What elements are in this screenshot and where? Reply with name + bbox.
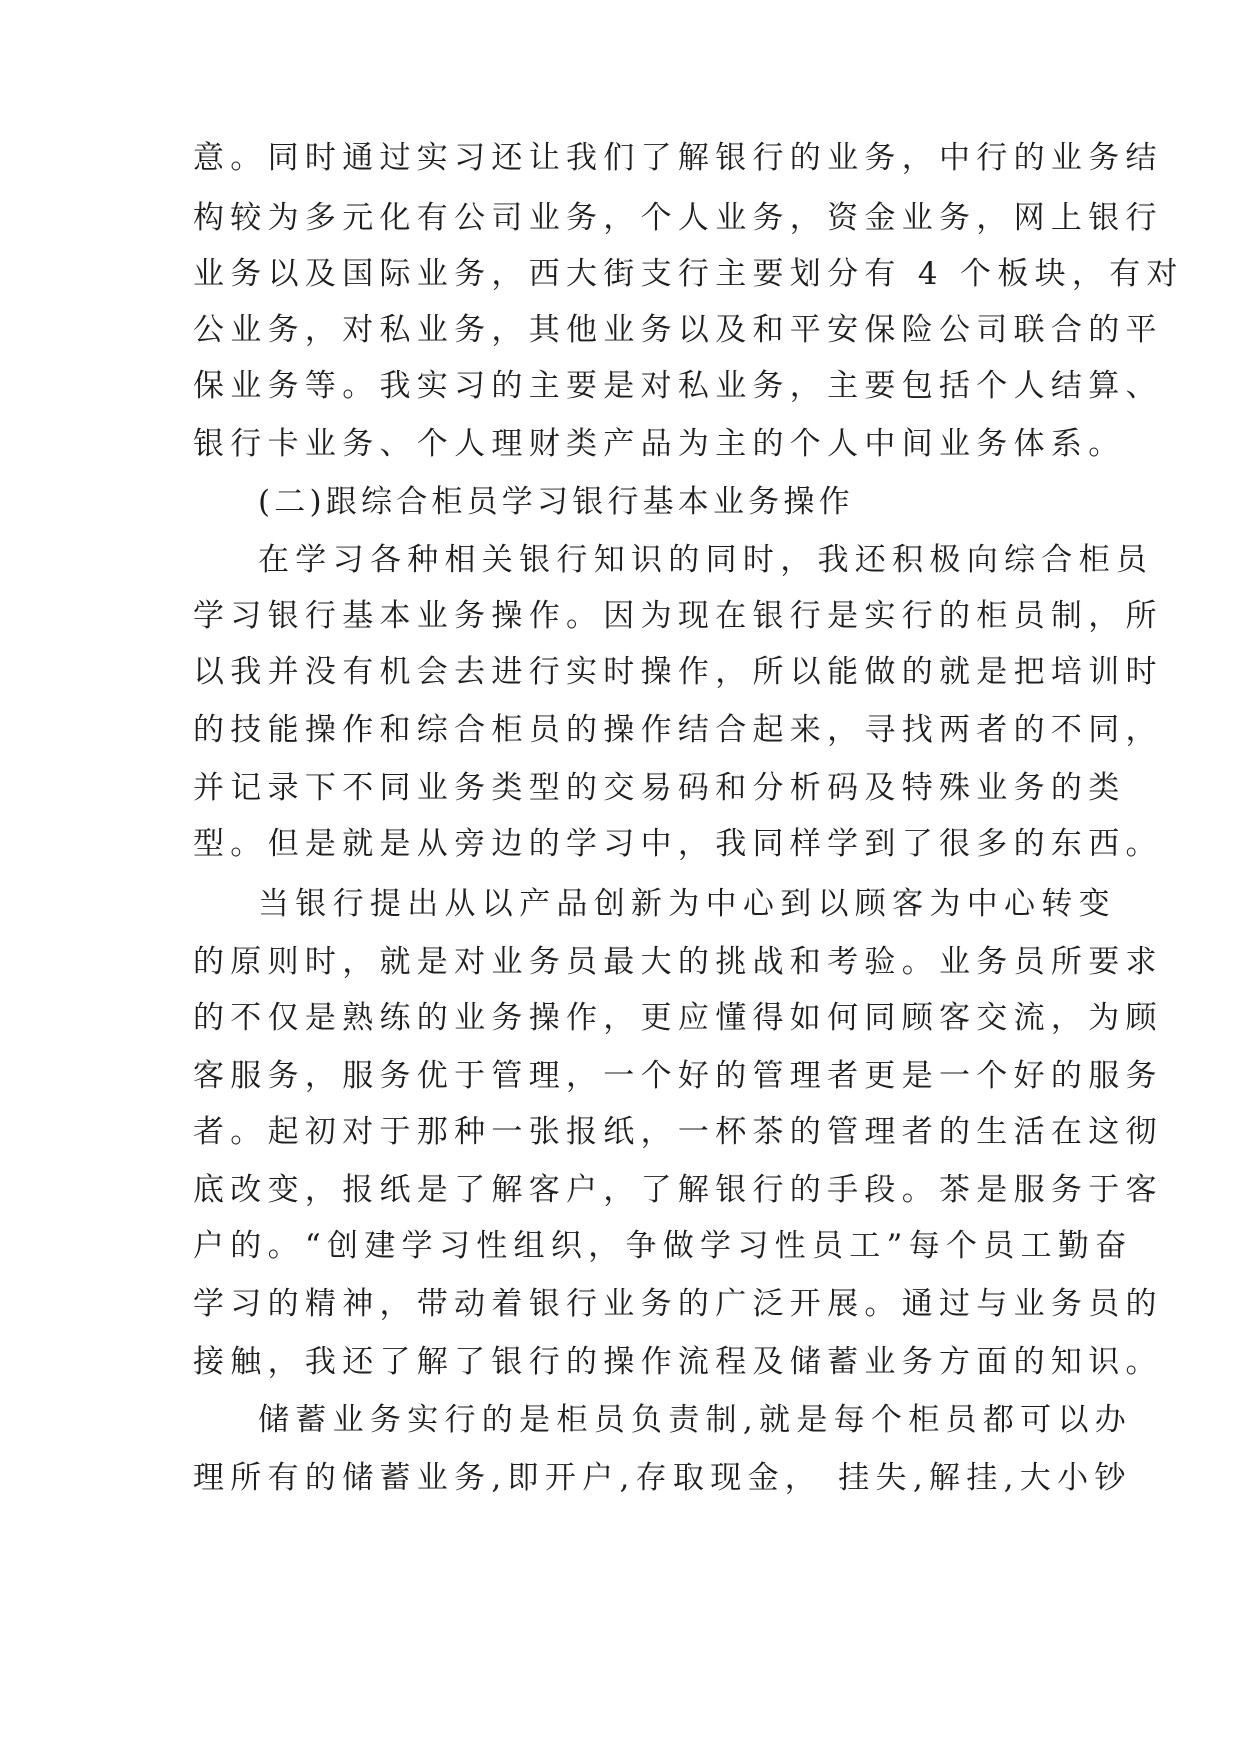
paragraph-line: 客服务，服务优于管理，一个好的管理者更是一个好的服务	[193, 1058, 1163, 1094]
paragraph-line: 构较为多元化有公司业务，个人业务，资金业务，网上银行	[193, 200, 1163, 236]
paragraph-line: 储蓄业务实行的是柜员负责制,就是每个柜员都可以办	[258, 1402, 1133, 1438]
paragraph-line: 业务以及国际业务，西大街支行主要划分有 4 个板块，有对	[193, 256, 1184, 292]
paragraph-line: 底改变，报纸是了解客户，了解银行的手段。茶是服务于客	[193, 1172, 1163, 1208]
paragraph-line: 当银行提出从以产品创新为中心到以顾客为中心转变	[258, 886, 1116, 922]
paragraph-line: 者。起初对于那种一张报纸，一杯茶的管理者的生活在这彻	[193, 1114, 1163, 1150]
paragraph-line: 银行卡业务、个人理财类产品为主的个人中间业务体系。	[193, 426, 1126, 462]
paragraph-line: 的不仅是熟练的业务操作，更应懂得如何同顾客交流，为顾	[193, 1000, 1163, 1036]
paragraph-line: 意。同时通过实习还让我们了解银行的业务，中行的业务结	[193, 140, 1163, 176]
paragraph-line: 以我并没有机会去进行实时操作，所以能做的就是把培训时	[193, 654, 1163, 690]
paragraph-line: 的技能操作和综合柜员的操作结合起来，寻找两者的不同，	[193, 712, 1163, 748]
paragraph-line: 并记录下不同业务类型的交易码和分析码及特殊业务的类	[193, 770, 1126, 806]
paragraph-line: 型。但是就是从旁边的学习中，我同样学到了很多的东西。	[193, 826, 1163, 862]
paragraph-line: 公业务，对私业务，其他业务以及和平安保险公司联合的平	[193, 312, 1163, 348]
paragraph-line: 保业务等。我实习的主要是对私业务，主要包括个人结算、	[193, 368, 1163, 404]
paragraph-line: 接触，我还了解了银行的操作流程及储蓄业务方面的知识。	[193, 1344, 1163, 1380]
paragraph-line: 学习的精神，带动着银行业务的广泛开展。通过与业务员的	[193, 1286, 1163, 1322]
paragraph-line: 理所有的储蓄业务,即开户,存取现金， 挂失,解挂,大小钞	[193, 1460, 1132, 1496]
paragraph-line: 学习银行基本业务操作。因为现在银行是实行的柜员制，所	[193, 598, 1163, 634]
section-heading: (二)跟综合柜员学习银行基本业务操作	[258, 484, 854, 520]
paragraph-line: 在学习各种相关银行知识的同时，我还积极向综合柜员	[258, 542, 1154, 578]
paragraph-line: 的原则时，就是对业务员最大的挑战和考验。业务员所要求	[193, 944, 1163, 980]
paragraph-line: 户的。“创建学习性组织，争做学习性员工”每个员工勤奋	[193, 1228, 1133, 1264]
